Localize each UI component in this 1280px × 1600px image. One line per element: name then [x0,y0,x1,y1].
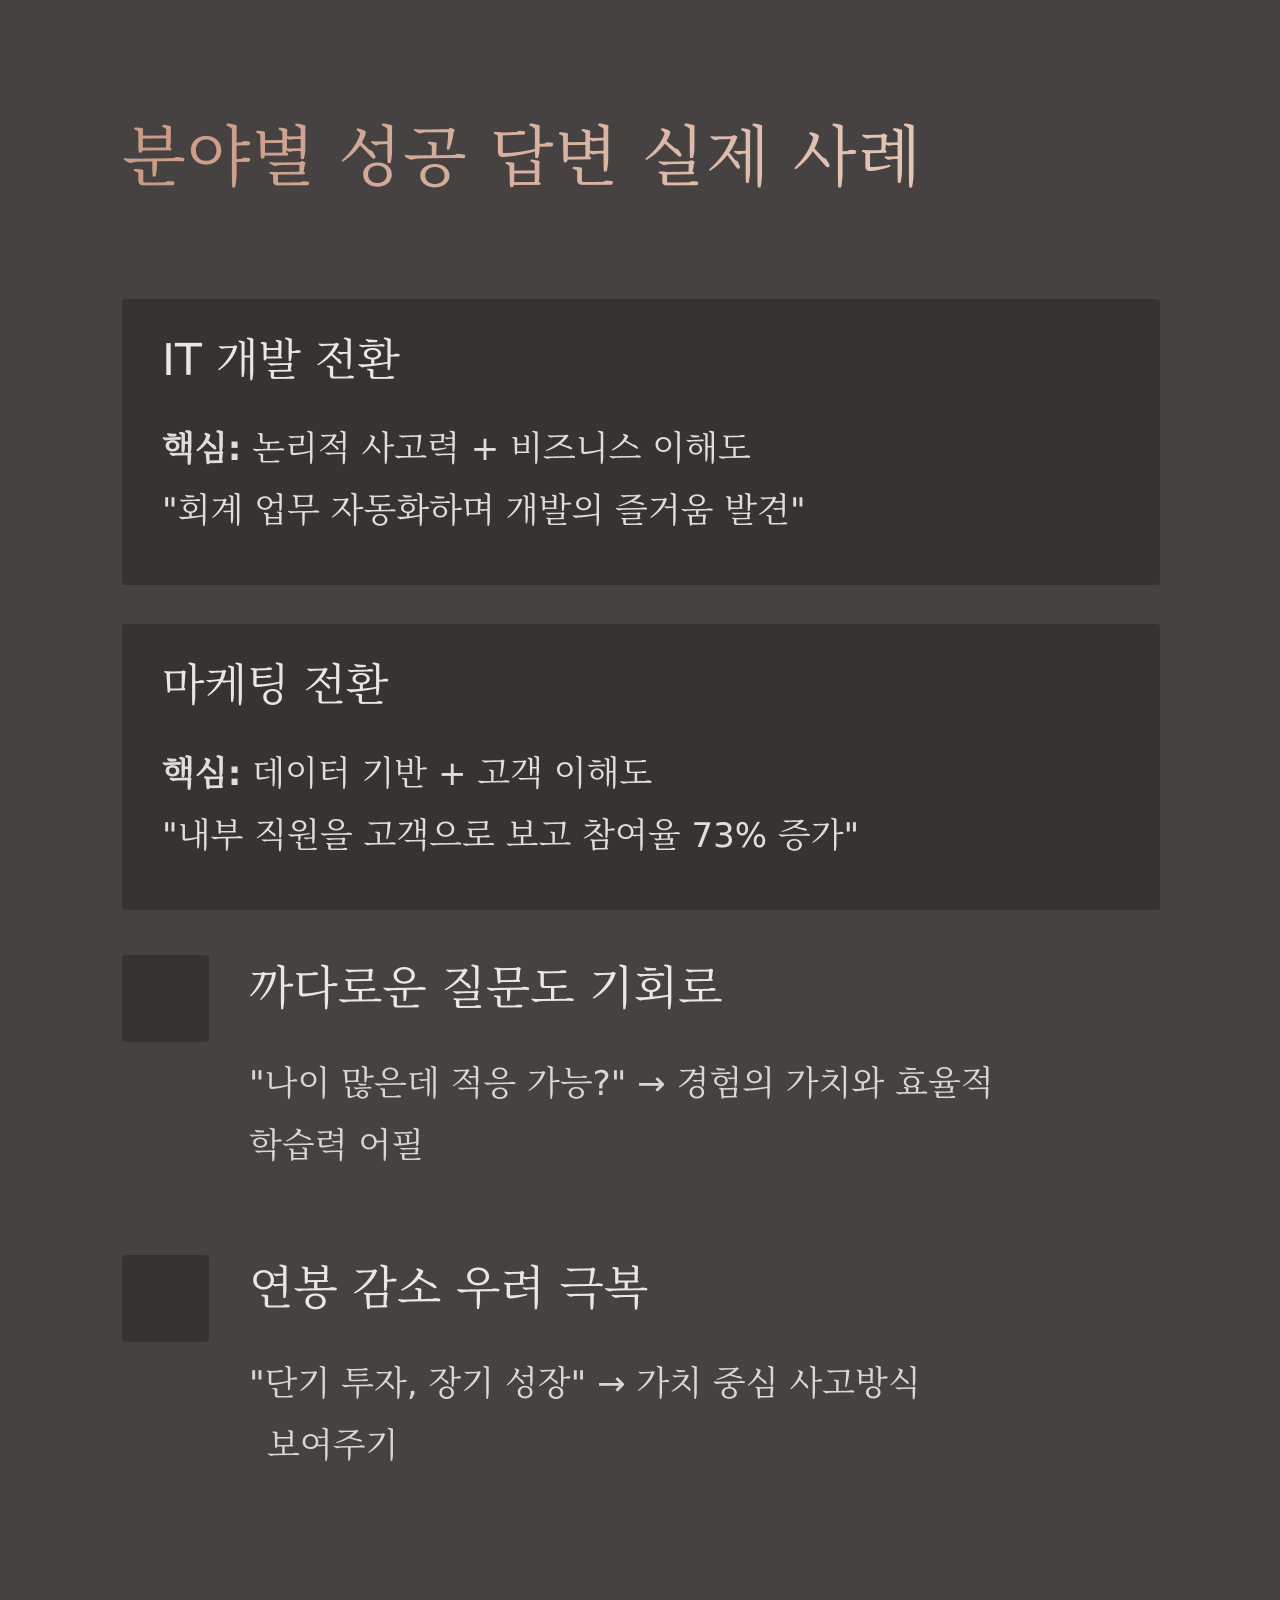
key-label: 핵심: [162,754,242,794]
section-heading: 까다로운 질문도 기회로 [249,961,723,1015]
key-text: 논리적 사고력 + 비즈니스 이해도 [241,429,751,469]
card-quote: "회계 업무 자동화하며 개발의 즐거움 발견" [162,491,806,531]
case-card-marketing [122,624,1160,910]
section-text [249,1353,1049,1477]
tip-section-tricky-questions [122,955,1160,1205]
section-marker [122,955,209,1042]
card-quote: "내부 직원을 고객으로 보고 참여율 73% 증가" [162,816,860,856]
key-text: 데이터 기반 + 고객 이해도 [241,754,653,794]
key-label: 핵심: [162,429,242,469]
page-title: 분야별 성공 답변 실제 사례 [122,119,923,196]
section-text-line: 보여주기 [267,1426,399,1466]
section-heading: 연봉 감소 우려 극복 [249,1261,649,1315]
card-heading: 마케팅 전환 [162,660,389,711]
card-key-point [162,752,652,796]
section-text-line: "단기 투자, 장기 성장" → 가치 중심 사고방식 [249,1364,921,1404]
card-key-point [162,427,751,471]
case-card-it [122,299,1160,585]
card-heading: IT 개발 전환 [162,335,400,386]
section-text [249,1053,1049,1177]
section-marker [122,1255,209,1342]
section-text-line: "나이 많은데 적응 가능?" → 경험의 가치와 효율적 [249,1064,994,1104]
section-text-line: 학습력 어필 [249,1126,425,1166]
tip-section-salary-concern [122,1255,1160,1505]
